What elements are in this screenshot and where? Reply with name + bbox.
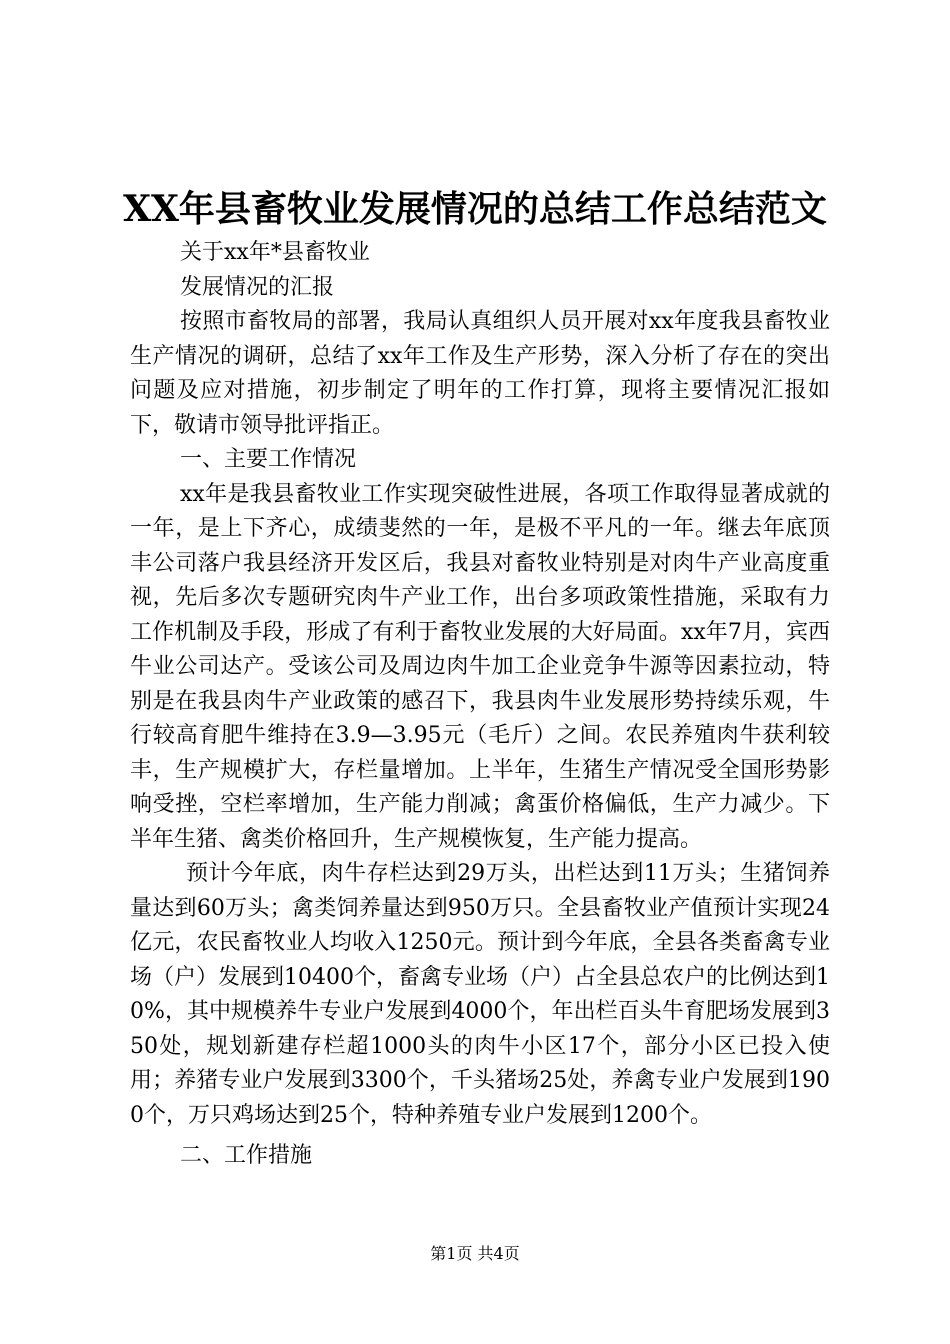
main-work-paragraph: xx年是我县畜牧业工作实现突破性进展，各项工作取得显著成就的一年，是上下齐心，成绩斐然的一年，是极不平凡的一年。继去年底顶丰公司落户我县经济开发区后，我县对畜牧业特别是对肉牛产业高度重视，先后多次专题研究肉牛产业工作，出台多项政策性措施，采取有力工作机制及手段，形成了有利于畜牧业发展的大好局面。xx年7月，宾西牛业公司达产。受该公司及周边肉牛加工企业竞争牛源等因素拉动，特别是在我县肉牛产业政策的感召下，我县肉牛业发展形势持续乐观，牛行较高育肥牛维持在3.9—3.95元（毛斤）之间。农民养殖肉牛获利较丰，生产规模扩大，存栏量增加。上半年，生猪生产情况受全国形势影响受挫，空栏率增加，生产能力削减；禽蛋价格偏低，生产力减少。下半年生猪、禽类价格回升，生产规模恢复，生产能力提高。: [130, 481, 830, 852]
section-heading-1: 一、主要工作情况: [180, 447, 357, 472]
subtitle-line-1: 关于xx年*县畜牧业: [180, 240, 370, 265]
intro-paragraph: 按照市畜牧局的部署，我局认真组织人员开展对xx年度我县畜牧业生产情况的调研，总结了xx年工作及生产形势，深入分析了存在的突出问题及应对措施，初步制定了明年的工作打算，现将主要情况汇报如下，敬请市领导批评指正。: [130, 309, 830, 438]
forecast-paragraph: 预计今年底，肉牛存栏达到29万头，出栏达到11万头；生猪饲养量达到60万头；禽类饲养量达到950万只。全县畜牧业产值预计实现24亿元，农民畜牧业人均收入1250元。预计到今年底，全县各类畜禽专业场（户）发展到10400个，畜禽专业场（户）占全县总农户的比例达到10%，其中规模养牛专业户发展到4000个，年出栏百头牛育肥场发展到350处，规划新建存栏超1000头的肉牛小区17个，部分小区已投入使用；养猪专业户发展到3300个，千头猪场25处，养禽专业户发展到1900个，万只鸡场达到25个，特种养殖专业户发展到1200个。: [130, 861, 830, 1128]
document-title: XX年县畜牧业发展情况的总结工作总结范文: [123, 188, 827, 230]
page-number: 第1页 共4页: [430, 1244, 520, 1263]
subtitle-line-2: 发展情况的汇报: [180, 274, 335, 300]
section-heading-2: 二、工作措施: [180, 1143, 313, 1168]
document-body: [130, 236, 830, 1174]
